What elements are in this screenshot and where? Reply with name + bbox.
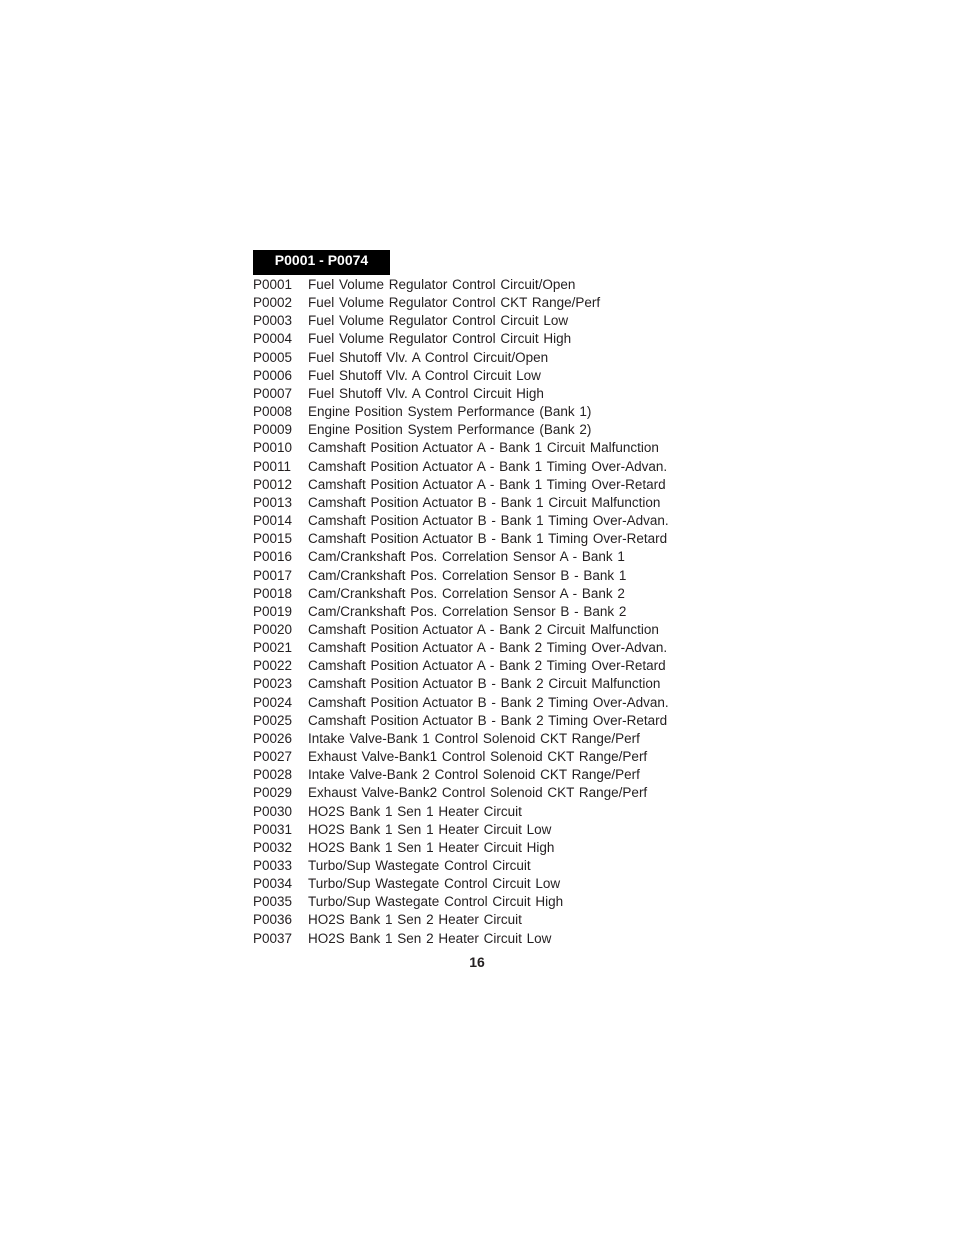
trouble-code: P0027 bbox=[253, 749, 293, 765]
list-item bbox=[253, 421, 669, 439]
list-item bbox=[253, 621, 669, 639]
list-item bbox=[253, 294, 669, 312]
trouble-code: P0001 bbox=[253, 277, 293, 292]
list-item bbox=[253, 585, 669, 603]
list-item bbox=[253, 512, 669, 530]
trouble-code: P0012 bbox=[253, 476, 293, 492]
list-item bbox=[253, 875, 669, 893]
list-item bbox=[253, 312, 669, 330]
code-description: Cam/Crankshaft Pos. Correlation Sensor A - Bank 2 bbox=[308, 585, 625, 601]
list-item bbox=[253, 893, 669, 911]
trouble-code: P0008 bbox=[253, 404, 293, 420]
trouble-code: P0030 bbox=[253, 803, 293, 819]
trouble-code: P0021 bbox=[253, 640, 293, 656]
code-description: Fuel Volume Regulator Control Circuit Low bbox=[308, 313, 569, 329]
code-description: Fuel Shutoff Vlv. A Control Circuit High bbox=[308, 385, 544, 401]
trouble-code: P0019 bbox=[253, 603, 293, 619]
trouble-code: P0033 bbox=[253, 858, 293, 873]
code-description: Cam/Crankshaft Pos. Correlation Sensor A - Bank 1 bbox=[308, 549, 625, 565]
code-description: Fuel Volume Regulator Control Circuit High bbox=[308, 331, 572, 347]
trouble-code: P0020 bbox=[253, 621, 293, 637]
trouble-code: P0005 bbox=[253, 349, 293, 365]
list-item bbox=[253, 330, 669, 348]
trouble-code: P0032 bbox=[253, 839, 293, 855]
code-description: Fuel Shutoff Vlv. A Control Circuit Low bbox=[308, 367, 541, 383]
code-description: HO2S Bank 1 Sen 1 Heater Circuit Low bbox=[308, 821, 552, 837]
code-description: Turbo/Sup Wastegate Control Circuit High bbox=[308, 894, 564, 910]
list-item bbox=[253, 458, 669, 476]
trouble-code: P0010 bbox=[253, 440, 293, 456]
list-item bbox=[253, 276, 669, 294]
list-item bbox=[253, 657, 669, 675]
code-description: Camshaft Position Actuator A - Bank 2 Timing Over-Advan. bbox=[308, 640, 668, 656]
list-item bbox=[253, 567, 669, 585]
code-description: Turbo/Sup Wastegate Control Circuit Low bbox=[308, 876, 561, 892]
list-item bbox=[253, 349, 669, 367]
trouble-code: P0002 bbox=[253, 295, 293, 311]
code-description: Engine Position System Performance (Bank 1) bbox=[308, 404, 592, 420]
trouble-code: P0018 bbox=[253, 585, 293, 601]
trouble-code: P0011 bbox=[253, 458, 292, 474]
code-description: Camshaft Position Actuator B - Bank 1 Timing Over-Retard bbox=[308, 531, 668, 547]
trouble-code: P0024 bbox=[253, 694, 293, 710]
code-description: Camshaft Position Actuator A - Bank 1 Timing Over-Advan. bbox=[308, 458, 668, 474]
trouble-code: P0013 bbox=[253, 494, 293, 510]
trouble-code: P0034 bbox=[253, 876, 293, 892]
code-description: Camshaft Position Actuator B - Bank 1 Circuit Malfunction bbox=[308, 494, 661, 510]
code-description: Camshaft Position Actuator B - Bank 2 Timing Over-Retard bbox=[308, 712, 668, 728]
list-item bbox=[253, 694, 669, 712]
code-description: Camshaft Position Actuator A - Bank 1 Circuit Malfunction bbox=[308, 440, 659, 456]
code-description: Camshaft Position Actuator B - Bank 1 Timing Over-Advan. bbox=[308, 513, 669, 529]
list-item bbox=[253, 766, 669, 784]
list-item bbox=[253, 367, 669, 385]
trouble-code: P0025 bbox=[253, 712, 293, 728]
trouble-code: P0009 bbox=[253, 422, 293, 438]
code-description: HO2S Bank 1 Sen 2 Heater Circuit bbox=[308, 912, 522, 928]
list-item bbox=[253, 748, 669, 766]
list-item bbox=[253, 821, 669, 839]
trouble-code: P0004 bbox=[253, 331, 293, 347]
list-item bbox=[253, 675, 669, 693]
code-description: Exhaust Valve-Bank2 Control Solenoid CKT Range/Perf bbox=[308, 785, 648, 801]
list-item bbox=[253, 730, 669, 748]
code-list bbox=[253, 276, 669, 948]
code-description: Camshaft Position Actuator B - Bank 2 Circuit Malfunction bbox=[308, 676, 661, 692]
list-item bbox=[253, 712, 669, 730]
code-description: Intake Valve-Bank 1 Control Solenoid CKT Range/Perf bbox=[308, 730, 640, 746]
section-header: P0001 - P0074 bbox=[253, 250, 390, 275]
list-item bbox=[253, 603, 669, 621]
code-description: Intake Valve-Bank 2 Control Solenoid CKT Range/Perf bbox=[308, 767, 640, 783]
list-item bbox=[253, 439, 669, 457]
code-description: Engine Position System Performance (Bank 2) bbox=[308, 422, 592, 438]
trouble-code: P0029 bbox=[253, 785, 293, 801]
trouble-code: P0036 bbox=[253, 912, 293, 928]
list-item bbox=[253, 839, 669, 857]
list-item bbox=[253, 494, 669, 512]
list-item bbox=[253, 930, 669, 948]
list-item bbox=[253, 548, 669, 566]
trouble-code: P0022 bbox=[253, 658, 293, 674]
trouble-code: P0006 bbox=[253, 367, 293, 383]
code-description: Fuel Shutoff Vlv. A Control Circuit/Open bbox=[308, 349, 549, 365]
list-item bbox=[253, 911, 669, 929]
code-description: Camshaft Position Actuator A - Bank 2 Circuit Malfunction bbox=[308, 621, 659, 637]
trouble-code: P0015 bbox=[253, 531, 293, 547]
code-description: Cam/Crankshaft Pos. Correlation Sensor B - Bank 1 bbox=[308, 567, 627, 583]
trouble-code: P0028 bbox=[253, 767, 293, 783]
list-item bbox=[253, 385, 669, 403]
trouble-code: P0031 bbox=[253, 821, 293, 837]
code-description: HO2S Bank 1 Sen 1 Heater Circuit High bbox=[308, 839, 555, 855]
code-description: Camshaft Position Actuator A - Bank 1 Timing Over-Retard bbox=[308, 476, 666, 492]
trouble-code: P0016 bbox=[253, 549, 293, 565]
list-item bbox=[253, 639, 669, 657]
trouble-code: P0017 bbox=[253, 567, 293, 583]
trouble-code: P0026 bbox=[253, 730, 293, 746]
code-description: Camshaft Position Actuator A - Bank 2 Timing Over-Retard bbox=[308, 658, 666, 674]
code-description: Cam/Crankshaft Pos. Correlation Sensor B - Bank 2 bbox=[308, 603, 627, 619]
list-item bbox=[253, 857, 669, 875]
trouble-code: P0023 bbox=[253, 676, 293, 692]
code-description: HO2S Bank 1 Sen 2 Heater Circuit Low bbox=[308, 930, 552, 946]
list-item bbox=[253, 403, 669, 421]
list-item bbox=[253, 530, 669, 548]
trouble-code: P0003 bbox=[253, 313, 293, 329]
trouble-code: P0035 bbox=[253, 894, 293, 910]
list-item bbox=[253, 803, 669, 821]
trouble-code: P0014 bbox=[253, 513, 293, 529]
code-description: Exhaust Valve-Bank1 Control Solenoid CKT Range/Perf bbox=[308, 749, 648, 765]
list-item bbox=[253, 476, 669, 494]
code-description: HO2S Bank 1 Sen 1 Heater Circuit bbox=[308, 803, 522, 819]
code-description: Camshaft Position Actuator B - Bank 2 Timing Over-Advan. bbox=[308, 694, 669, 710]
code-description: Fuel Volume Regulator Control CKT Range/Perf bbox=[308, 295, 601, 311]
code-description: Fuel Volume Regulator Control Circuit/Open bbox=[308, 277, 576, 292]
page-number: 16 bbox=[469, 954, 485, 970]
trouble-code: P0037 bbox=[253, 930, 293, 946]
trouble-code: P0007 bbox=[253, 385, 293, 401]
list-item bbox=[253, 784, 669, 802]
code-description: Turbo/Sup Wastegate Control Circuit bbox=[308, 858, 531, 873]
